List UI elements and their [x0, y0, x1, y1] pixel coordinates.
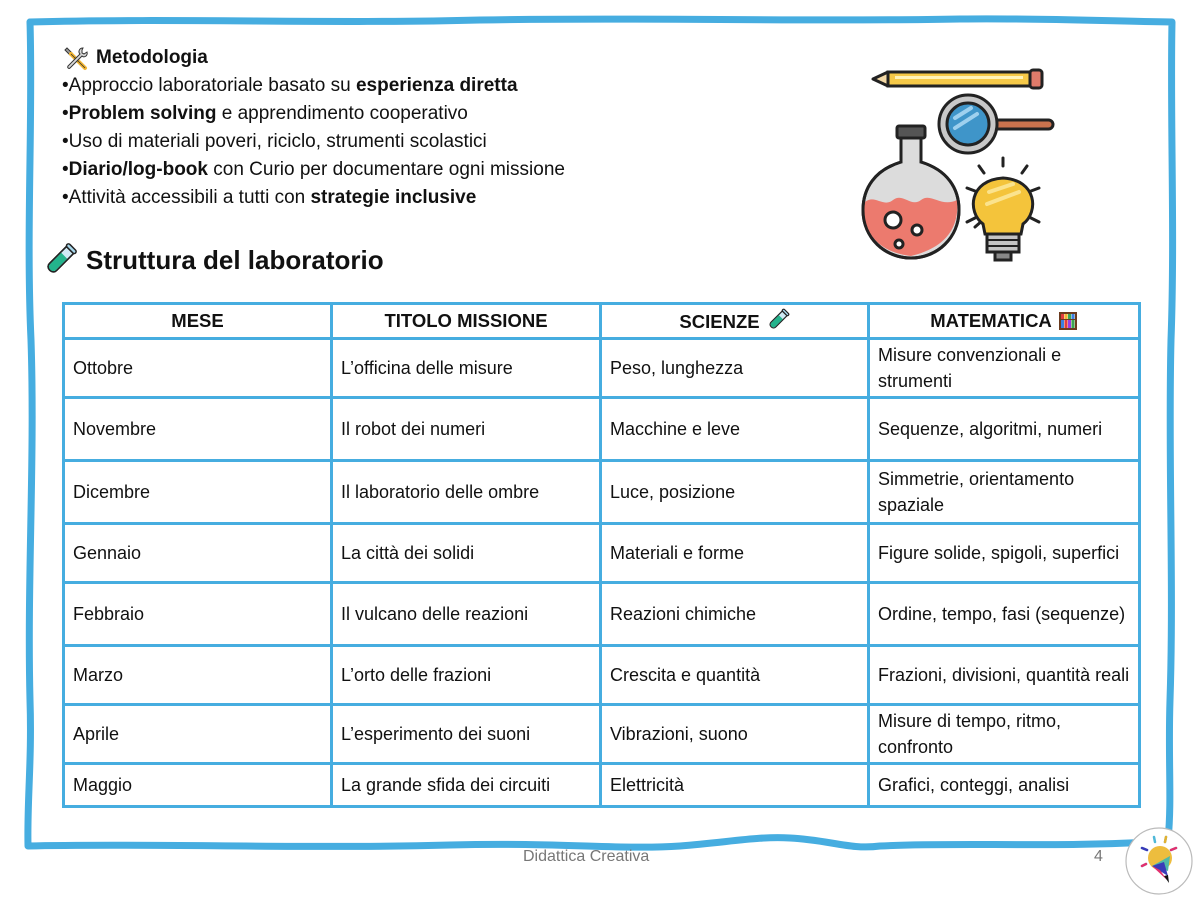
- cell-scienze: Luce, posizione: [601, 461, 869, 524]
- hammer-wrench-icon: [62, 45, 90, 71]
- cell-scienze: Vibrazioni, suono: [601, 705, 869, 764]
- cell-matematica: Ordine, tempo, fasi (sequenze): [869, 583, 1140, 646]
- table-row: [64, 339, 1140, 398]
- methodology-item-text: Approccio laboratoriale basato su: [68, 75, 356, 96]
- methodology-item-text: Uso di materiali poveri, riciclo, strumenti scolastici: [68, 131, 487, 152]
- cell-titolo-missione: Il vulcano delle reazioni: [332, 583, 601, 646]
- header-titolo-missione: [332, 304, 601, 339]
- table-row: [64, 398, 1140, 461]
- methodology-item: [62, 100, 762, 128]
- methodology-item-bold-text: Diario/log-book: [68, 159, 208, 180]
- cell-scienze: Macchine e leve: [601, 398, 869, 461]
- header-label: MATEMATICA: [930, 310, 1052, 331]
- cell-mese: Dicembre: [64, 461, 332, 524]
- bullet: •: [62, 187, 69, 208]
- cell-mese: Marzo: [64, 646, 332, 705]
- cell-titolo-missione: Il robot dei numeri: [332, 398, 601, 461]
- methodology-section: [62, 44, 762, 212]
- table-row: [64, 764, 1140, 807]
- header-label: SCIENZE: [679, 310, 760, 332]
- cell-matematica: Misure convenzionali e strumenti: [869, 339, 1140, 398]
- test-tube-icon: [42, 242, 78, 278]
- cell-scienze: Elettricità: [601, 764, 869, 807]
- cell-scienze: Materiali e forme: [601, 524, 869, 583]
- methodology-heading: [62, 44, 762, 72]
- cell-mese: Gennaio: [64, 524, 332, 583]
- methodology-item: [62, 128, 762, 156]
- cell-scienze: Crescita e quantità: [601, 646, 869, 705]
- methodology-item: [62, 184, 762, 212]
- table-row: [64, 524, 1140, 583]
- table-header-row: [64, 304, 1140, 339]
- test-tube-icon: [766, 308, 790, 332]
- science-illustration: [855, 62, 1065, 267]
- cell-titolo-missione: L’orto delle frazioni: [332, 646, 601, 705]
- header-label: MESE: [171, 310, 224, 331]
- cell-titolo-missione: L’officina delle misure: [332, 339, 601, 398]
- cell-scienze: Peso, lunghezza: [601, 339, 869, 398]
- header-scienze: [601, 304, 869, 339]
- cell-mese: Ottobre: [64, 339, 332, 398]
- methodology-item: [62, 156, 762, 184]
- table-row: [64, 461, 1140, 524]
- table-row: [64, 705, 1140, 764]
- header-label: TITOLO MISSIONE: [384, 310, 548, 331]
- header-matematica: [869, 304, 1140, 339]
- header-mese: [64, 304, 332, 339]
- methodology-item-bold-text: strategie inclusive: [310, 187, 477, 208]
- bullet: •: [62, 131, 69, 152]
- cell-matematica: Figure solide, spigoli, superfici: [869, 524, 1140, 583]
- cell-matematica: Simmetrie, orientamento spaziale: [869, 461, 1140, 524]
- cell-mese: Febbraio: [64, 583, 332, 646]
- methodology-item: [62, 72, 762, 100]
- flask-icon: [863, 126, 959, 258]
- cell-mese: Aprile: [64, 705, 332, 764]
- methodology-list: [62, 72, 762, 212]
- bullet: •: [62, 103, 69, 124]
- methodology-item-text: e apprendimento cooperativo: [216, 103, 468, 124]
- page-number: 4: [1094, 848, 1103, 865]
- cell-titolo-missione: L’esperimento dei suoni: [332, 705, 601, 764]
- bullet: •: [62, 159, 69, 180]
- laboratory-table: [62, 302, 1141, 808]
- abacus-icon: [1058, 311, 1078, 331]
- pencil-icon: [873, 70, 1042, 88]
- cell-scienze: Reazioni chimiche: [601, 583, 869, 646]
- methodology-item-bold-text: Problem solving: [68, 103, 217, 124]
- methodology-item-text: Attività accessibili a tutti con: [68, 187, 311, 208]
- cell-mese: Novembre: [64, 398, 332, 461]
- footer-label: Didattica Creativa: [523, 848, 650, 865]
- bullet: •: [62, 75, 69, 96]
- cell-mese: Maggio: [64, 764, 332, 807]
- magnifier-icon: [939, 95, 1053, 153]
- cell-matematica: Misure di tempo, ritmo, confronto: [869, 705, 1140, 764]
- methodology-item-text: con Curio per documentare ogni missione: [207, 159, 565, 180]
- structure-heading: [42, 240, 384, 280]
- cell-matematica: Sequenze, algoritmi, numeri: [869, 398, 1140, 461]
- cell-titolo-missione: La grande sfida dei circuiti: [332, 764, 601, 807]
- methodology-title: Metodologia: [96, 47, 208, 68]
- cell-titolo-missione: Il laboratorio delle ombre: [332, 461, 601, 524]
- table-row: [64, 646, 1140, 705]
- table-body: [64, 339, 1140, 807]
- cell-titolo-missione: La città dei solidi: [332, 524, 601, 583]
- lightbulb-icon: [967, 158, 1039, 260]
- table-row: [64, 583, 1140, 646]
- cell-matematica: Frazioni, divisioni, quantità reali: [869, 646, 1140, 705]
- lightbulb-pencil-logo-icon: [1124, 826, 1194, 896]
- methodology-item-bold-text: esperienza diretta: [355, 75, 518, 96]
- structure-title: Struttura del laboratorio: [86, 244, 384, 275]
- cell-matematica: Grafici, conteggi, analisi: [869, 764, 1140, 807]
